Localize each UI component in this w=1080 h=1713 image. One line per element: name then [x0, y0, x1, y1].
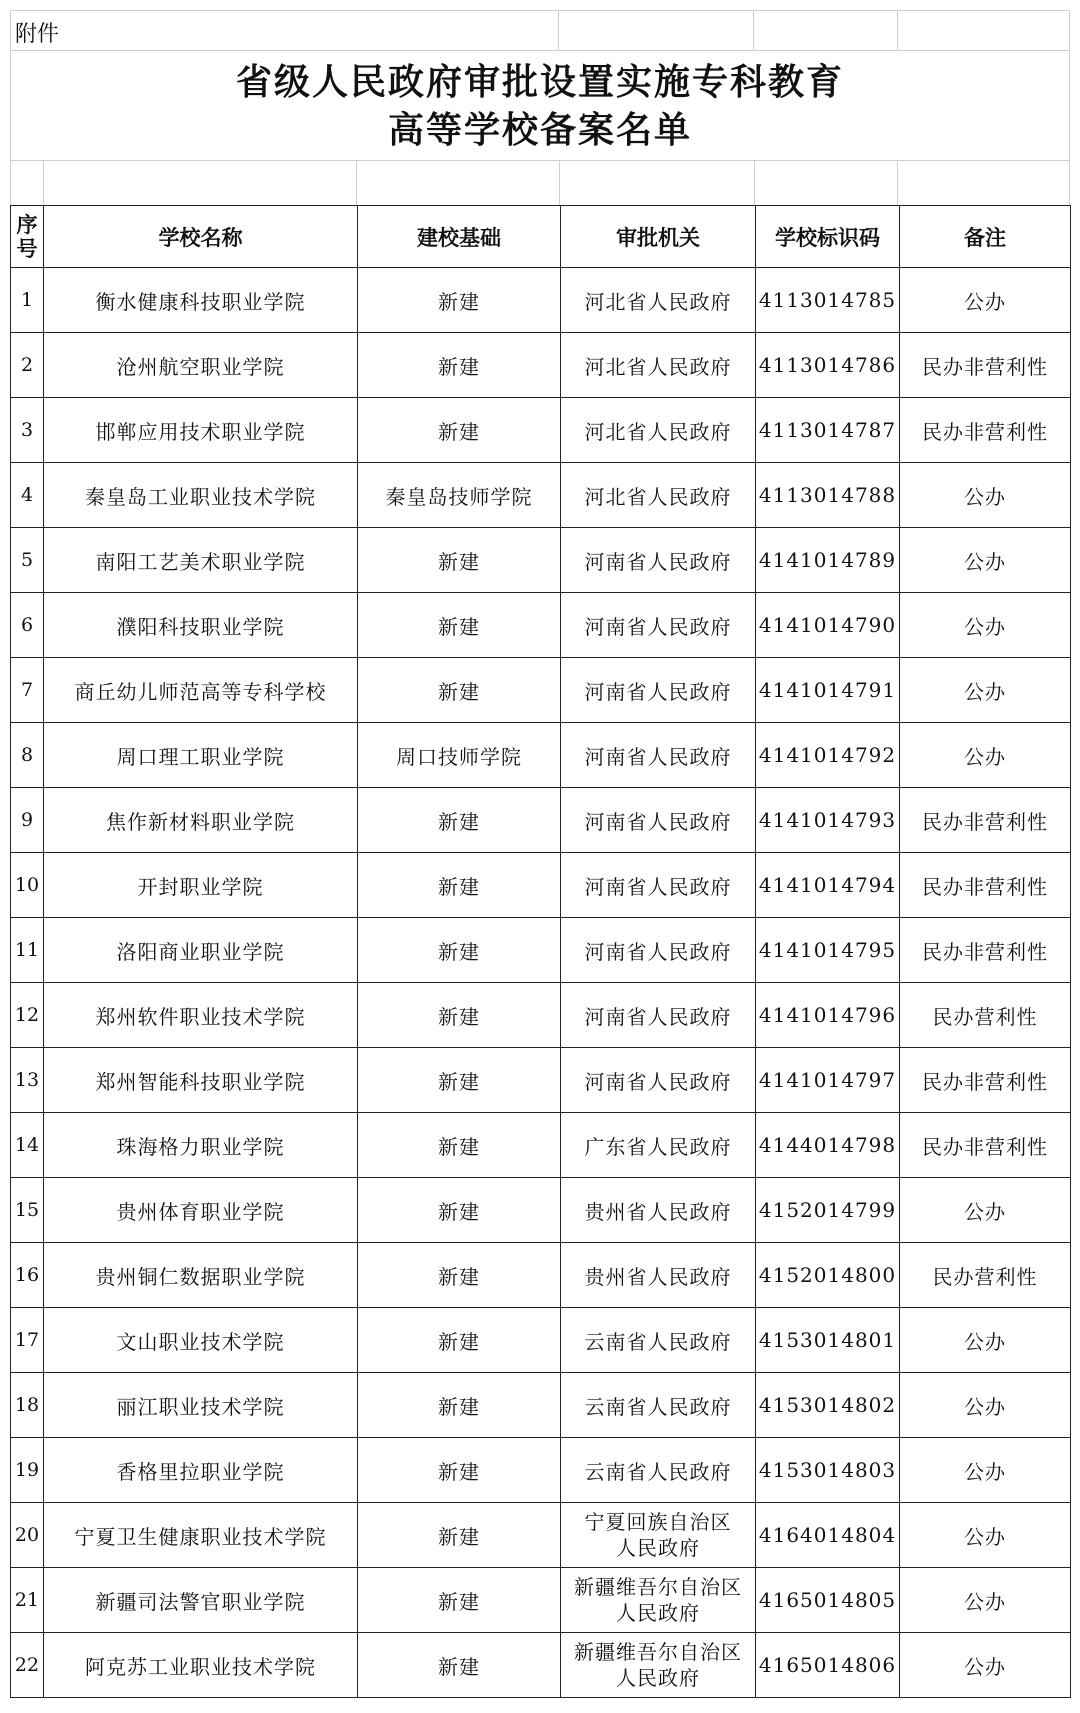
row-note: 公办 [900, 593, 1071, 658]
table-body [11, 268, 1071, 1698]
row-code: 4141014790 [756, 593, 900, 658]
row-school-name: 秦皇岛工业职业技术学院 [44, 463, 358, 528]
row-school-name: 开封职业学院 [44, 853, 358, 918]
row-basis: 新建 [358, 1373, 561, 1438]
row-school-name: 洛阳商业职业学院 [44, 918, 358, 983]
row-authority-line-1: 宁夏回族自治区 [584, 1510, 732, 1534]
row-seq: 12 [11, 983, 44, 1048]
row-authority: 河南省人民政府 [561, 918, 756, 983]
row-authority: 云南省人民政府 [561, 1373, 756, 1438]
row-basis: 新建 [358, 1048, 561, 1113]
row-basis: 新建 [358, 1243, 561, 1308]
row-basis: 新建 [358, 528, 561, 593]
table-row [11, 463, 1071, 528]
table-row [11, 853, 1071, 918]
row-school-name: 邯郸应用技术职业学院 [44, 398, 358, 463]
table-row [11, 593, 1071, 658]
row-code: 4141014796 [756, 983, 900, 1048]
row-code: 4153014803 [756, 1438, 900, 1503]
row-authority-line-1: 新疆维吾尔自治区 [574, 1640, 742, 1664]
row-school-name: 贵州体育职业学院 [44, 1178, 358, 1243]
row-seq: 22 [11, 1633, 44, 1698]
row-code: 4153014802 [756, 1373, 900, 1438]
row-code: 4141014792 [756, 723, 900, 788]
row-note: 公办 [900, 723, 1071, 788]
row-authority: 河北省人民政府 [561, 333, 756, 398]
row-school-name: 周口理工职业学院 [44, 723, 358, 788]
header-code: 学校标识码 [756, 206, 900, 268]
row-code: 4152014799 [756, 1178, 900, 1243]
row-basis: 新建 [358, 1503, 561, 1568]
row-seq: 16 [11, 1243, 44, 1308]
row-basis: 秦皇岛技师学院 [358, 463, 561, 528]
row-note: 民办非营利性 [900, 1113, 1071, 1178]
row-authority: 河南省人民政府 [561, 528, 756, 593]
row-school-name: 商丘幼儿师范高等专科学校 [44, 658, 358, 723]
row-seq: 7 [11, 658, 44, 723]
row-authority: 云南省人民政府 [561, 1438, 756, 1503]
row-code: 4165014805 [756, 1568, 900, 1633]
row-seq: 20 [11, 1503, 44, 1568]
row-basis: 新建 [358, 658, 561, 723]
row-basis: 新建 [358, 1633, 561, 1698]
row-code: 4113014785 [756, 268, 900, 333]
row-school-name: 丽江职业技术学院 [44, 1373, 358, 1438]
table-row [11, 1243, 1071, 1308]
row-authority: 河南省人民政府 [561, 1048, 756, 1113]
attachment-row [10, 10, 1070, 50]
row-note: 民办非营利性 [900, 1048, 1071, 1113]
row-seq: 13 [11, 1048, 44, 1113]
table-row [11, 1373, 1071, 1438]
row-seq: 19 [11, 1438, 44, 1503]
row-note: 公办 [900, 1503, 1071, 1568]
row-authority-line-2: 人民政府 [616, 1536, 700, 1560]
school-list-table [10, 205, 1071, 1698]
row-code: 4141014789 [756, 528, 900, 593]
table-row [11, 658, 1071, 723]
table-row [11, 983, 1071, 1048]
row-basis: 新建 [358, 333, 561, 398]
table-row [11, 1568, 1071, 1633]
table-row [11, 333, 1071, 398]
empty-cell [755, 161, 899, 205]
row-note: 公办 [900, 1178, 1071, 1243]
row-note: 民办营利性 [900, 983, 1071, 1048]
row-seq: 6 [11, 593, 44, 658]
row-basis: 新建 [358, 398, 561, 463]
table-row [11, 1438, 1071, 1503]
row-code: 4141014794 [756, 853, 900, 918]
table-row [11, 723, 1071, 788]
row-code: 4113014788 [756, 463, 900, 528]
row-note: 公办 [900, 658, 1071, 723]
row-code: 4144014798 [756, 1113, 900, 1178]
document-title-line-1: 省级人民政府审批设置实施专科教育 [235, 60, 844, 103]
row-basis: 新建 [358, 1438, 561, 1503]
header-basis: 建校基础 [358, 206, 561, 268]
row-authority-line-2: 人民政府 [616, 1666, 700, 1690]
row-authority-line-1: 新疆维吾尔自治区 [574, 1575, 742, 1599]
header-school-name: 学校名称 [44, 206, 358, 268]
row-basis: 新建 [358, 268, 561, 333]
empty-cell [898, 161, 1069, 205]
row-code: 4165014806 [756, 1633, 900, 1698]
row-basis: 新建 [358, 788, 561, 853]
row-seq: 21 [11, 1568, 44, 1633]
row-school-name: 文山职业技术学院 [44, 1308, 358, 1373]
row-school-name: 衡水健康科技职业学院 [44, 268, 358, 333]
table-row [11, 1308, 1071, 1373]
table-row [11, 398, 1071, 463]
empty-cell [560, 161, 755, 205]
row-note: 民办非营利性 [900, 333, 1071, 398]
row-school-name: 宁夏卫生健康职业技术学院 [44, 1503, 358, 1568]
row-authority: 河北省人民政府 [561, 268, 756, 333]
row-basis: 新建 [358, 853, 561, 918]
row-seq: 9 [11, 788, 44, 853]
row-seq: 15 [11, 1178, 44, 1243]
header-note: 备注 [900, 206, 1071, 268]
row-authority: 河南省人民政府 [561, 593, 756, 658]
row-authority [561, 1568, 756, 1633]
title-block [10, 50, 1070, 160]
empty-cell [44, 161, 357, 205]
row-authority: 贵州省人民政府 [561, 1178, 756, 1243]
row-authority: 河南省人民政府 [561, 983, 756, 1048]
row-note: 公办 [900, 1633, 1071, 1698]
row-authority: 贵州省人民政府 [561, 1243, 756, 1308]
row-school-name: 贵州铜仁数据职业学院 [44, 1243, 358, 1308]
row-school-name: 郑州智能科技职业学院 [44, 1048, 358, 1113]
row-authority: 河南省人民政府 [561, 723, 756, 788]
row-code: 4141014795 [756, 918, 900, 983]
table-row [11, 1113, 1071, 1178]
row-seq: 14 [11, 1113, 44, 1178]
table-row [11, 1048, 1071, 1113]
row-seq: 17 [11, 1308, 44, 1373]
row-authority [561, 1633, 756, 1698]
row-school-name: 濮阳科技职业学院 [44, 593, 358, 658]
row-seq: 18 [11, 1373, 44, 1438]
row-code: 4152014800 [756, 1243, 900, 1308]
row-basis: 新建 [358, 983, 561, 1048]
table-row [11, 268, 1071, 333]
row-seq: 2 [11, 333, 44, 398]
row-note: 公办 [900, 1373, 1071, 1438]
row-school-name: 南阳工艺美术职业学院 [44, 528, 358, 593]
header-seq-line-2: 号 [16, 236, 38, 261]
row-basis: 新建 [358, 918, 561, 983]
row-basis: 新建 [358, 1113, 561, 1178]
row-authority-line-2: 人民政府 [616, 1601, 700, 1625]
attachment-label: 附件 [11, 11, 559, 50]
row-school-name: 香格里拉职业学院 [44, 1438, 358, 1503]
row-code: 4153014801 [756, 1308, 900, 1373]
row-seq: 1 [11, 268, 44, 333]
row-seq: 8 [11, 723, 44, 788]
empty-cell [357, 161, 560, 205]
empty-cell [559, 11, 754, 50]
row-note: 公办 [900, 1438, 1071, 1503]
table-row [11, 788, 1071, 853]
row-basis: 新建 [358, 593, 561, 658]
row-basis: 新建 [358, 1308, 561, 1373]
row-code: 4164014804 [756, 1503, 900, 1568]
row-code: 4141014793 [756, 788, 900, 853]
table-row [11, 1633, 1071, 1698]
row-note: 公办 [900, 268, 1071, 333]
row-seq: 3 [11, 398, 44, 463]
row-basis: 新建 [358, 1178, 561, 1243]
document-sheet [10, 10, 1070, 1698]
row-authority: 云南省人民政府 [561, 1308, 756, 1373]
row-authority: 河北省人民政府 [561, 398, 756, 463]
row-note: 公办 [900, 1308, 1071, 1373]
document-title-line-2: 高等学校备案名单 [387, 108, 692, 151]
spacer-row [10, 160, 1070, 205]
row-note: 民办非营利性 [900, 853, 1071, 918]
row-note: 公办 [900, 463, 1071, 528]
row-basis: 新建 [358, 1568, 561, 1633]
row-authority: 河北省人民政府 [561, 463, 756, 528]
row-seq: 5 [11, 528, 44, 593]
row-note: 公办 [900, 1568, 1071, 1633]
row-school-name: 新疆司法警官职业学院 [44, 1568, 358, 1633]
table-row [11, 918, 1071, 983]
row-school-name: 焦作新材料职业学院 [44, 788, 358, 853]
row-authority: 河南省人民政府 [561, 658, 756, 723]
table-row [11, 1503, 1071, 1568]
row-school-name: 沧州航空职业学院 [44, 333, 358, 398]
row-school-name: 珠海格力职业学院 [44, 1113, 358, 1178]
row-basis: 周口技师学院 [358, 723, 561, 788]
row-seq: 11 [11, 918, 44, 983]
table-header-row [11, 206, 1071, 268]
header-authority: 审批机关 [561, 206, 756, 268]
empty-cell [898, 11, 1069, 50]
table-row [11, 1178, 1071, 1243]
row-code: 4113014786 [756, 333, 900, 398]
row-note: 民办非营利性 [900, 398, 1071, 463]
row-authority: 广东省人民政府 [561, 1113, 756, 1178]
row-code: 4141014797 [756, 1048, 900, 1113]
row-code: 4113014787 [756, 398, 900, 463]
row-authority [561, 1503, 756, 1568]
row-seq: 4 [11, 463, 44, 528]
table-row [11, 528, 1071, 593]
empty-cell [11, 161, 44, 205]
row-code: 4141014791 [756, 658, 900, 723]
header-seq-line-1: 序 [16, 212, 38, 237]
row-authority: 河南省人民政府 [561, 788, 756, 853]
empty-cell [754, 11, 898, 50]
header-seq [11, 206, 44, 268]
row-authority: 河南省人民政府 [561, 853, 756, 918]
row-note: 民办营利性 [900, 1243, 1071, 1308]
row-note: 民办非营利性 [900, 788, 1071, 853]
row-seq: 10 [11, 853, 44, 918]
row-note: 公办 [900, 528, 1071, 593]
row-school-name: 郑州软件职业技术学院 [44, 983, 358, 1048]
row-note: 民办非营利性 [900, 918, 1071, 983]
row-school-name: 阿克苏工业职业技术学院 [44, 1633, 358, 1698]
